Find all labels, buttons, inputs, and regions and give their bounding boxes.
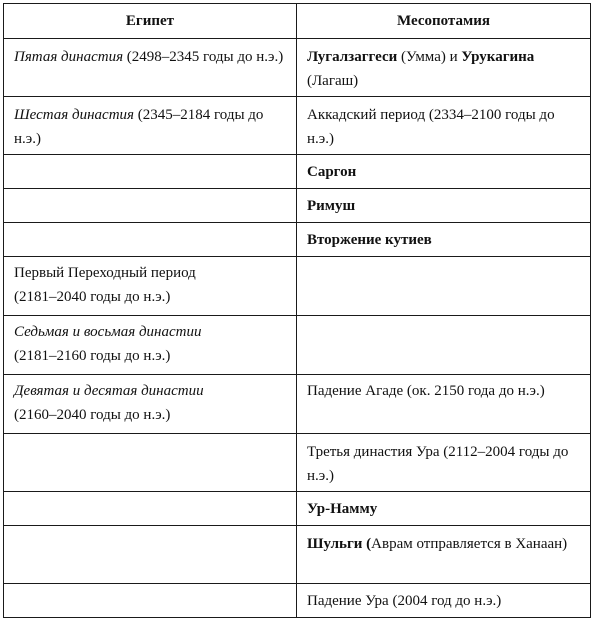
mesopotamia-cell <box>297 189 591 223</box>
egypt-cell <box>4 584 297 618</box>
table-row <box>4 375 591 434</box>
egypt-cell <box>4 257 297 316</box>
mesopotamia-cell <box>297 257 591 316</box>
table-row <box>4 97 591 155</box>
table-row <box>4 316 591 375</box>
egypt-cell <box>4 155 297 189</box>
date-range: (2498–2345 годы до н.э.) <box>123 49 284 65</box>
ruler-name: Ур-Намму <box>307 501 378 517</box>
dynasty-name: Шестая династия <box>14 107 134 123</box>
mesopotamia-cell <box>297 526 591 584</box>
egypt-cell <box>4 526 297 584</box>
date-range: (2181–2040 годы до н.э.) <box>14 289 171 305</box>
cell-text: Падение Ура (2004 год до н.э.) <box>307 593 502 609</box>
mesopotamia-cell <box>297 492 591 526</box>
mesopotamia-cell <box>297 434 591 492</box>
mesopotamia-cell <box>297 155 591 189</box>
cell-text: Аврам отправляется в Ханаан) <box>371 536 568 552</box>
mesopotamia-cell <box>297 223 591 257</box>
egypt-cell <box>4 39 297 97</box>
ruler-name: Урукагина <box>461 49 535 65</box>
egypt-cell <box>4 97 297 155</box>
chronology-table <box>3 3 591 618</box>
egypt-cell <box>4 189 297 223</box>
cell-text: Третья династия Ура (2112–2004 годы до н.э.) <box>307 444 569 484</box>
egypt-cell <box>4 316 297 375</box>
mesopotamia-cell <box>297 375 591 434</box>
event-name: Вторжение кутиев <box>307 232 432 248</box>
table-row <box>4 39 591 97</box>
table-header-row <box>4 4 591 39</box>
mesopotamia-cell <box>297 316 591 375</box>
date-range: (2181–2160 годы до н.э.) <box>14 348 171 364</box>
date-range: (2345–2184 годы до н.э.) <box>14 107 264 147</box>
egypt-cell <box>4 223 297 257</box>
ruler-name: Римуш <box>307 198 356 214</box>
dynasty-name: Пятая династия <box>14 49 124 65</box>
table-row <box>4 223 591 257</box>
cell-text: (Лагаш) <box>307 73 359 89</box>
table-row <box>4 189 591 223</box>
period-name: Первый Переходный период <box>14 265 196 281</box>
table-row <box>4 526 591 584</box>
ruler-name: Саргон <box>307 164 357 180</box>
date-range: (2160–2040 годы до н.э.) <box>14 407 171 423</box>
cell-text: Падение Агаде (ок. 2150 года до н.э.) <box>307 383 545 399</box>
mesopotamia-cell <box>297 39 591 97</box>
header-mesopotamia: Месопотамия <box>297 4 591 39</box>
ruler-name: Лугалзаггеси <box>307 49 398 65</box>
table-row <box>4 155 591 189</box>
mesopotamia-cell <box>297 97 591 155</box>
egypt-cell <box>4 492 297 526</box>
egypt-cell <box>4 375 297 434</box>
dynasty-name: Девятая и десятая династии <box>14 383 204 399</box>
egypt-cell <box>4 434 297 492</box>
table-row <box>4 492 591 526</box>
mesopotamia-cell <box>297 584 591 618</box>
table-row <box>4 584 591 618</box>
table-row <box>4 257 591 316</box>
table-row <box>4 434 591 492</box>
ruler-name: Шульги ( <box>307 536 372 552</box>
cell-text: Аккадский период (2334–2100 годы до н.э.) <box>307 107 555 147</box>
header-egypt: Египет <box>4 4 297 39</box>
dynasty-name: Седьмая и восьмая династии <box>14 324 202 340</box>
cell-text: (Умма) и <box>397 49 462 65</box>
